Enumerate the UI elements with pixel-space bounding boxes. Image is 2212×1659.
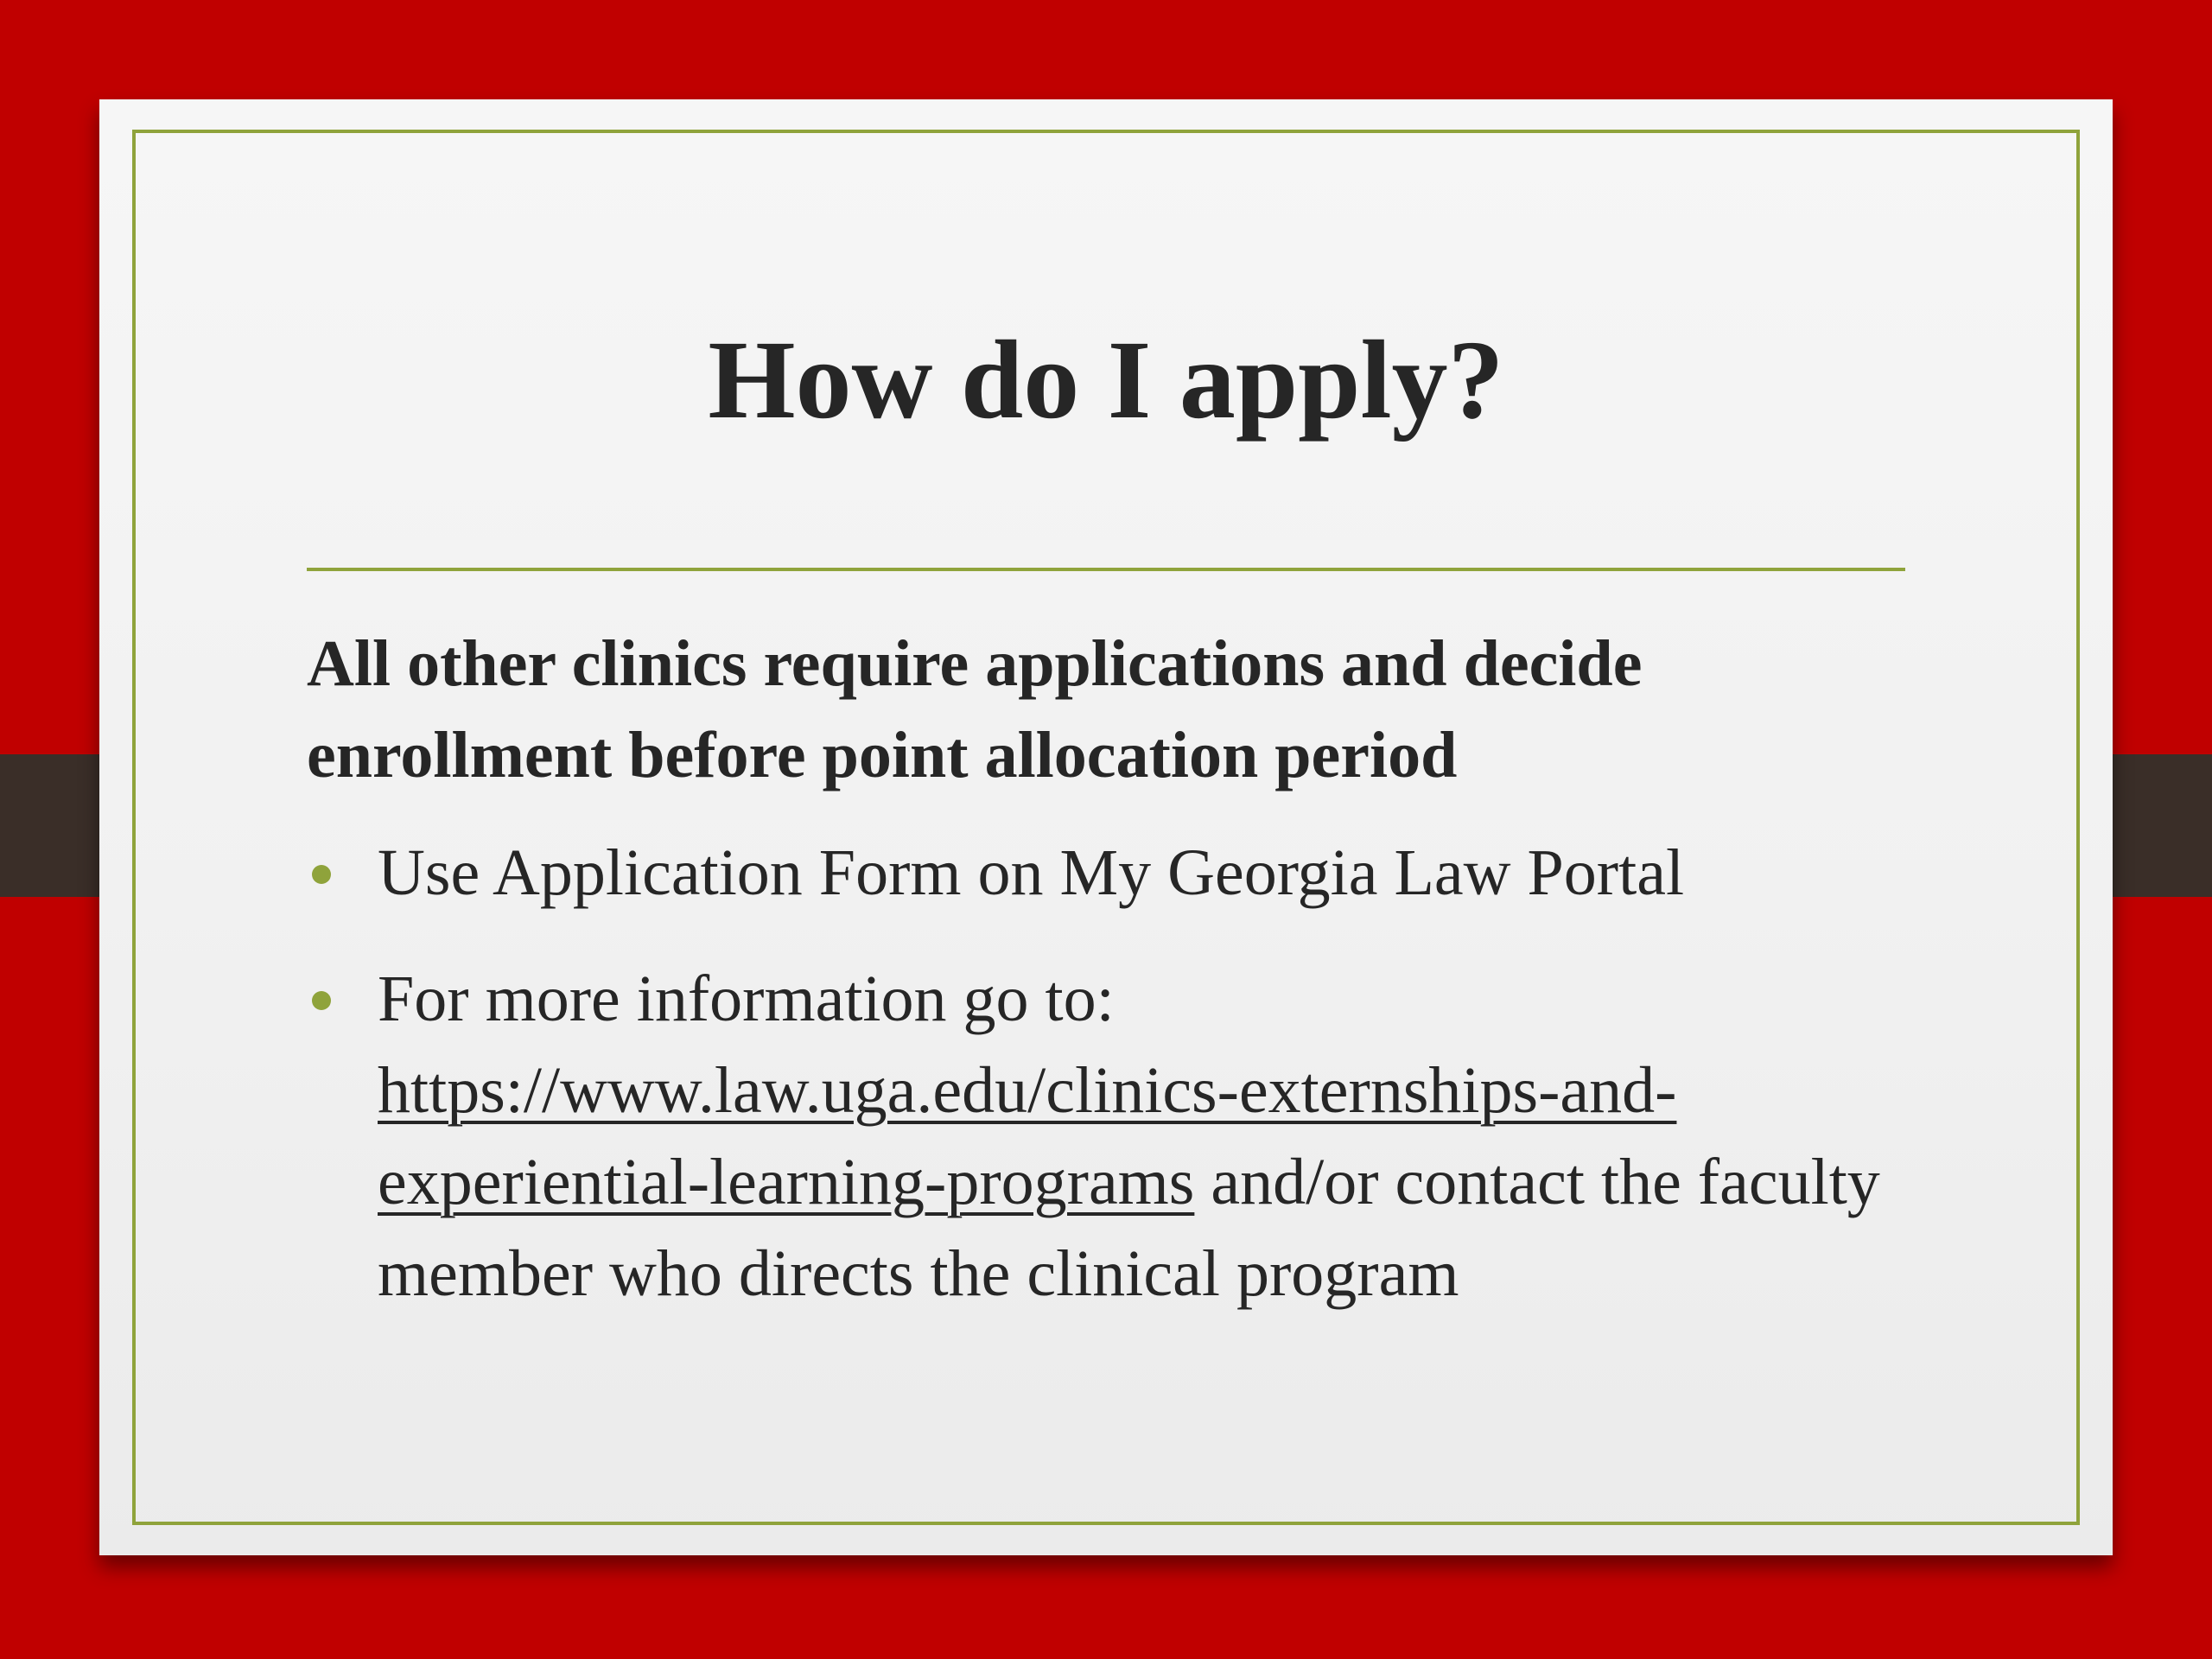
bullet-item (307, 953, 1948, 1319)
bullet-dot-icon (312, 865, 331, 884)
bullet-text-prefix: For more information go to: (378, 963, 1115, 1035)
lead-text: All other clinics require applications and decide enrollment before point allocation period (307, 627, 1643, 791)
slide-title: How do I apply? (708, 318, 1504, 442)
bullet-list (307, 827, 1948, 1319)
bullet-dot-icon (312, 991, 331, 1010)
title-divider (307, 568, 1905, 571)
programs-link[interactable]: https://www.law.uga.edu/clinics-externships-and-experiential-learning-programs (378, 1054, 1677, 1218)
bullet-text-suffix: and/or contact the faculty member who directs the clinical program (378, 1146, 1880, 1310)
bullet-item (307, 827, 1948, 918)
bullet-text: Use Application Form on My Georgia Law Portal (378, 836, 1685, 909)
slide-content (307, 618, 1948, 1354)
